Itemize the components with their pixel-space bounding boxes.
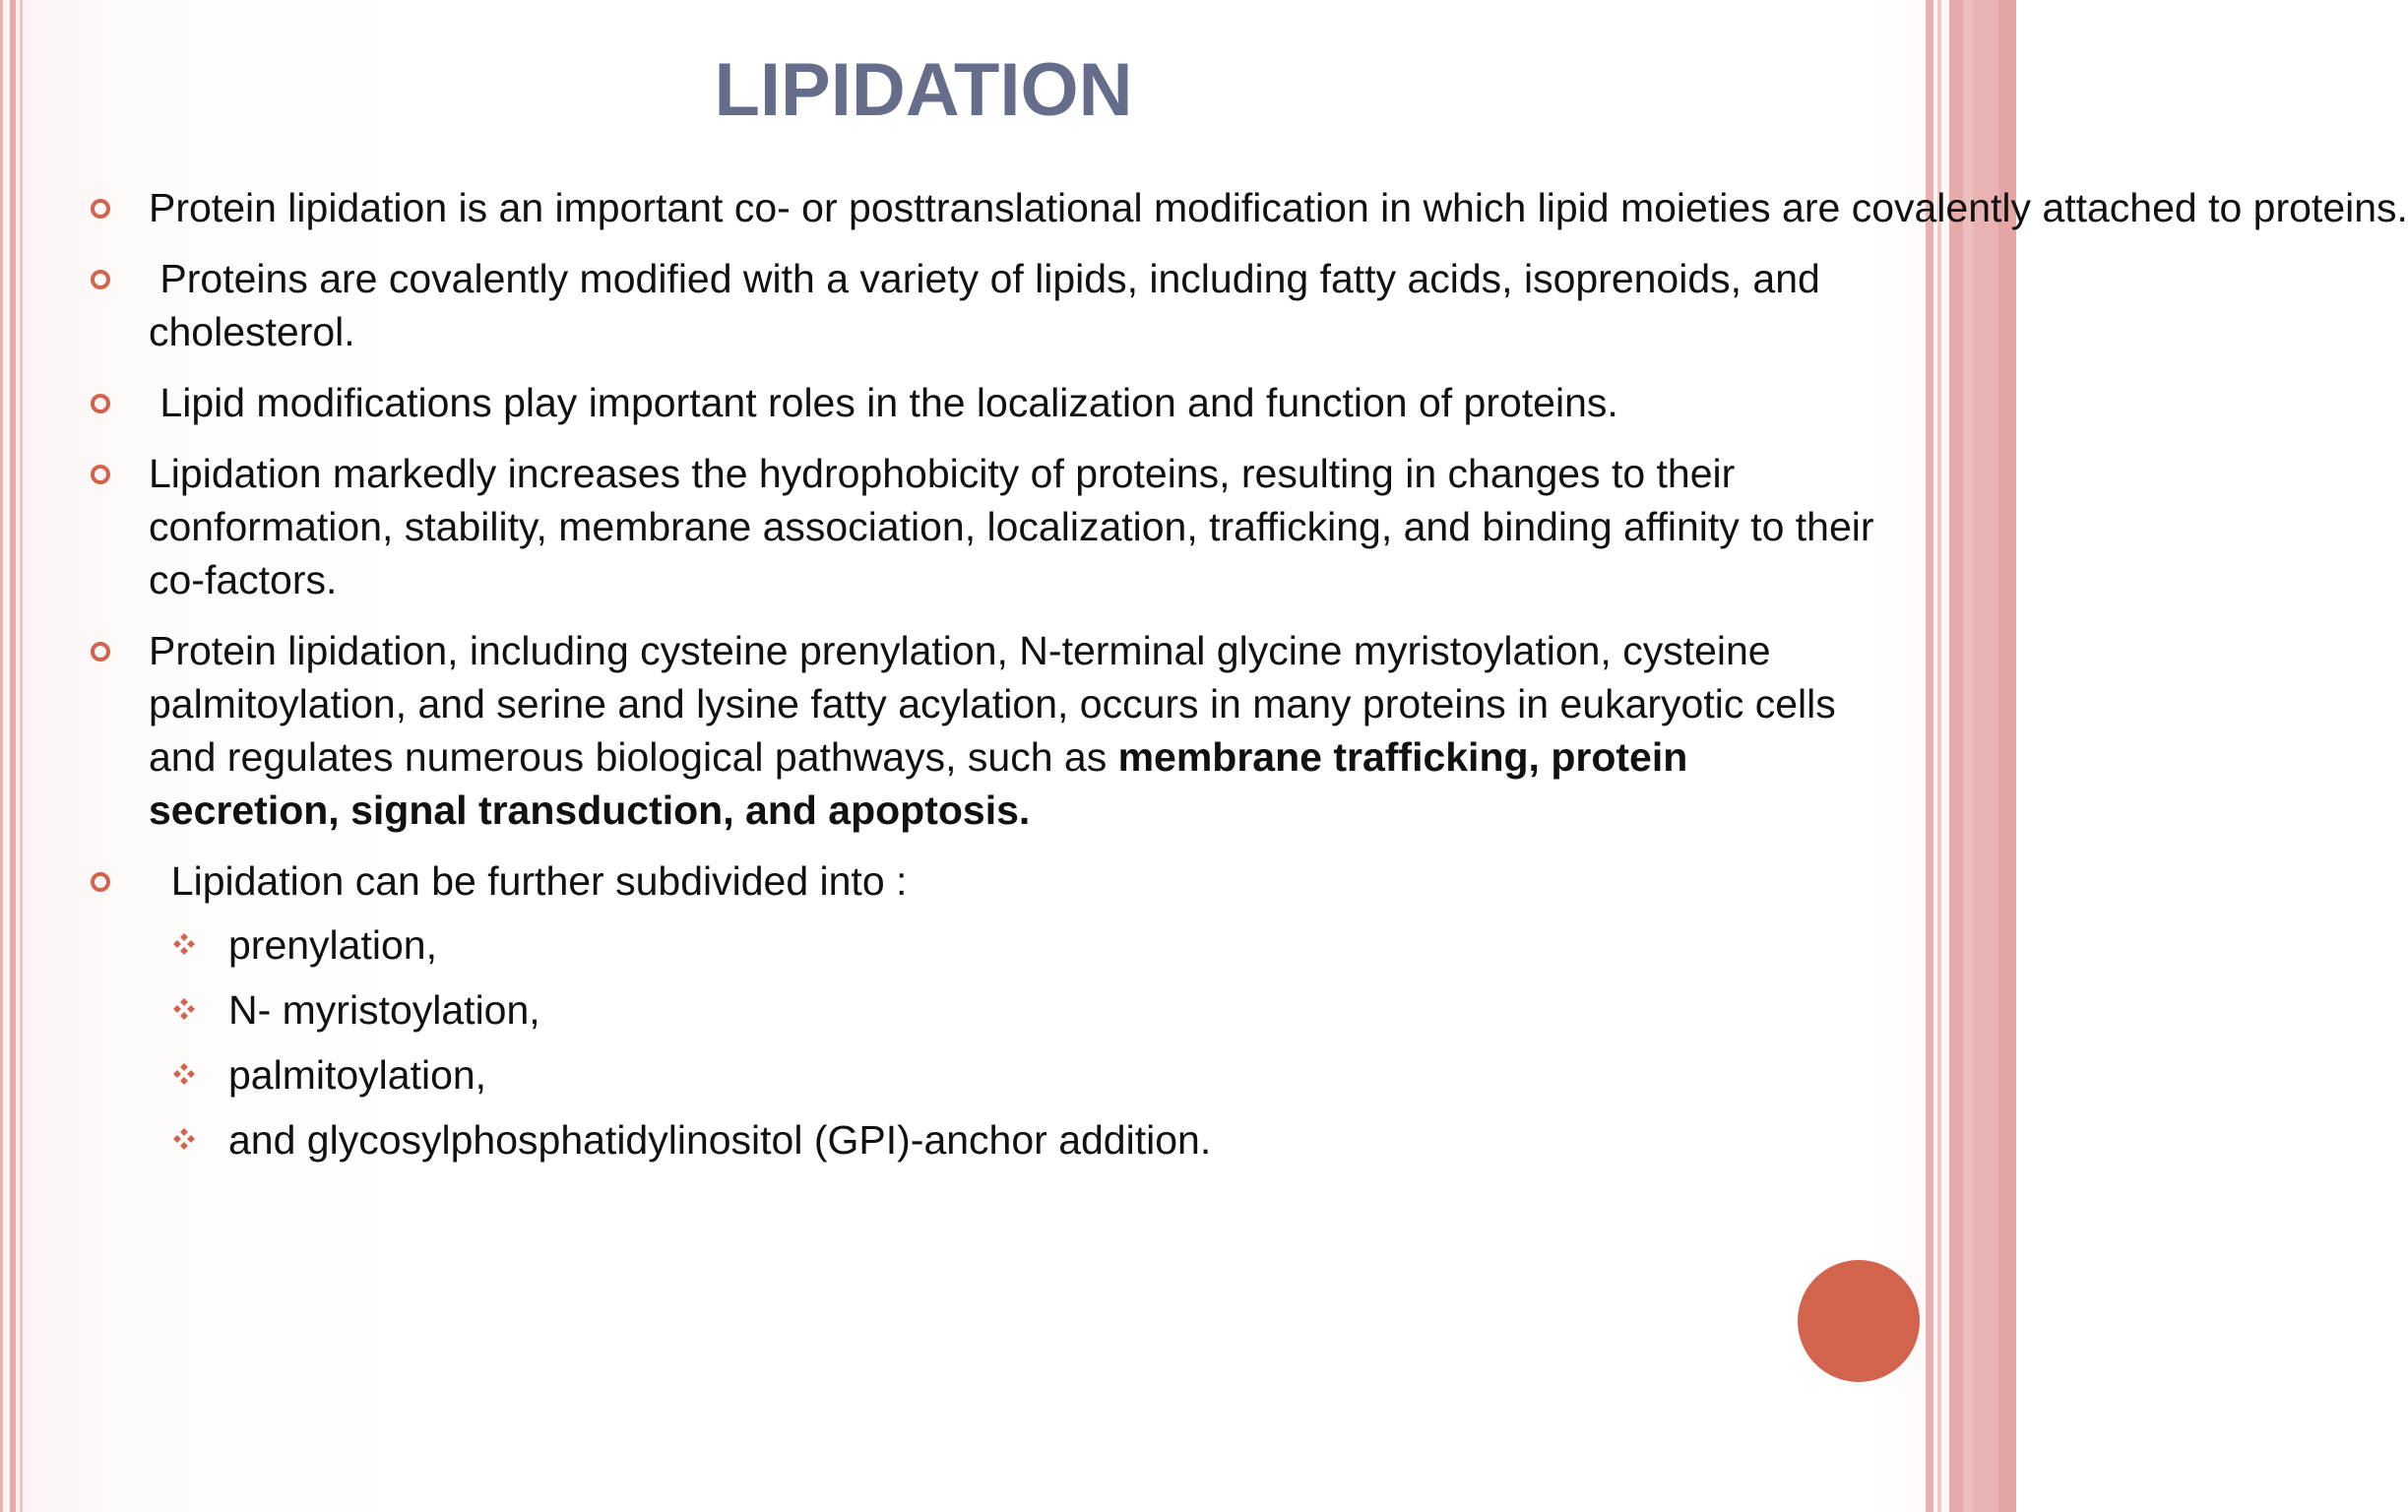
bullet-text: Lipid modifications play important roles in the localization and function of proteins.	[149, 380, 1618, 425]
bullet-item	[0, 447, 1885, 606]
four-diamond-bullet-icon	[171, 1126, 197, 1152]
ring-bullet-icon	[91, 394, 110, 413]
bullet-text: Protein lipidation, including cysteine prenylation, N-terminal glycine myristoylation, cysteine palmitoylation, and serine and lysine fatty acylation, occurs in many proteins in eukaryotic cells and regulates numerous biological pathways, such as	[149, 628, 1848, 780]
sub-bullet-text: N- myristoylation,	[228, 987, 540, 1033]
sub-bullet-list	[0, 921, 1870, 1164]
bullet-text: Proteins are covalently modified with a variety of lipids, including fatty acids, isoprenoids, and cholesterol.	[149, 256, 1832, 354]
decorative-circle	[1798, 1260, 1920, 1382]
ring-bullet-icon	[91, 872, 110, 892]
ring-bullet-icon	[91, 270, 110, 289]
ring-bullet-icon	[91, 465, 110, 484]
bullet-item	[0, 376, 1881, 429]
sub-bullet-item	[0, 921, 1870, 969]
sub-bullet-item	[0, 986, 1870, 1034]
ring-bullet-icon	[91, 199, 110, 219]
sub-bullet-item	[0, 1116, 1870, 1164]
sub-bullet-item	[0, 1051, 1870, 1099]
bullet-text: Protein lipidation is an important co- or posttranslational modification in which lipid moieties are covalently attached to proteins.	[149, 185, 2408, 230]
bullet-item	[0, 624, 1881, 837]
four-diamond-bullet-icon	[171, 996, 197, 1022]
four-diamond-bullet-icon	[171, 931, 197, 957]
sub-bullet-text: palmitoylation,	[228, 1052, 487, 1098]
bullet-item	[0, 854, 1881, 908]
four-diamond-bullet-icon	[171, 1061, 197, 1087]
sub-bullet-text: and glycosylphosphatidylinositol (GPI)-anchor addition.	[228, 1117, 1212, 1163]
slide-content	[0, 181, 2408, 1181]
bullet-text: Lipidation can be further subdivided into :	[149, 858, 908, 904]
slide-title: LIPIDATION	[714, 48, 1133, 132]
bullet-bold-text: membrane trafficking, protein secretion, signal transduction, and apoptosis.	[149, 734, 1688, 833]
bullet-text: Lipidation markedly increases the hydrophobicity of proteins, resulting in changes to their conformation, stability, membrane association, localization, trafficking, and binding affinity to their co-factors.	[149, 451, 1885, 602]
ring-bullet-icon	[91, 642, 110, 662]
bullet-item	[0, 181, 2408, 234]
sub-bullet-text: prenylation,	[228, 922, 437, 968]
bullet-item	[0, 252, 1881, 358]
